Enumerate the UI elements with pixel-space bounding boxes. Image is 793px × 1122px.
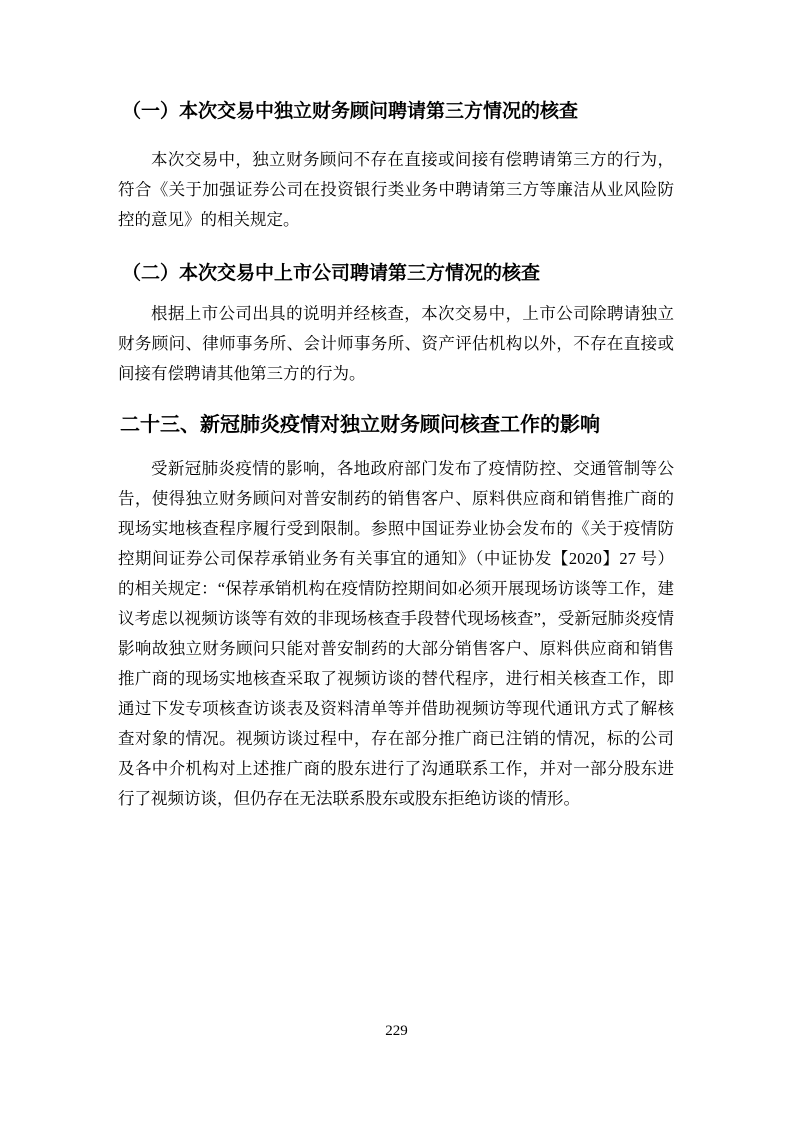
section-heading-third-party-advisor: （一）本次交易中独立财务顾问聘请第三方情况的核查: [122, 101, 579, 122]
page-content: [118, 0, 674, 814]
section-paragraph-third-party-advisor: 本次交易中，独立财务顾问不存在直接或间接有偿聘请第三方的行为，符合《关于加强证券公司在投资银行类业务中聘请第三方等廉洁从业风险防控的意见》的相关规定。: [118, 150, 674, 229]
section-heading-third-party-listed-company: （二）本次交易中上市公司聘请第三方情况的核查: [122, 263, 541, 284]
page-footer: [0, 1022, 793, 1040]
section-paragraph-third-party-listed-company: 根据上市公司出具的说明并经核查，本次交易中，上市公司除聘请独立财务顾问、律师事务所、会计师事务所、资产评估机构以外，不存在直接或间接有偿聘请其他第三方的行为。: [118, 304, 674, 383]
chapter-heading-covid-impact: 二十三、新冠肺炎疫情对独立财务顾问核查工作的影响: [120, 414, 600, 436]
page-number: 229: [385, 1023, 408, 1039]
chapter-paragraph-covid-impact: 受新冠肺炎疫情的影响，各地政府部门发布了疫情防控、交通管制等公告，使得独立财务顾问对普安制药的销售客户、原料供应商和销售推广商的现场实地核查程序履行受到限制。参照中国证券业协会发布的《关于疫情防控期间证券公司保荐承销业务有关事宜的通知》（中证协发【2020】27 号）的相关规定：“保荐承销机构在疫情防控期间如必须开展现场访谈等工作，建议考虑以视频访谈等有效的非现场核查手段替代现场核查”，受新冠肺炎疫情影响故独立财务顾问只能对普安制药的大部分销售客户、原料供应商和销售推广商的现场实地核查采取了视频访谈的替代程序，进行相关核查工作，即通过下发专项核查访谈表及资料清单等并借助视频访等现代通讯方式了解核查对象的情况。视频访谈过程中，存在部分推广商已注销的情况，标的公司及各中介机构对上述推广商的股东进行了沟通联系工作，并对一部分股东进行了视频访谈，但仍存在无法联系股东或股东拒绝访谈的情形。: [118, 459, 674, 808]
